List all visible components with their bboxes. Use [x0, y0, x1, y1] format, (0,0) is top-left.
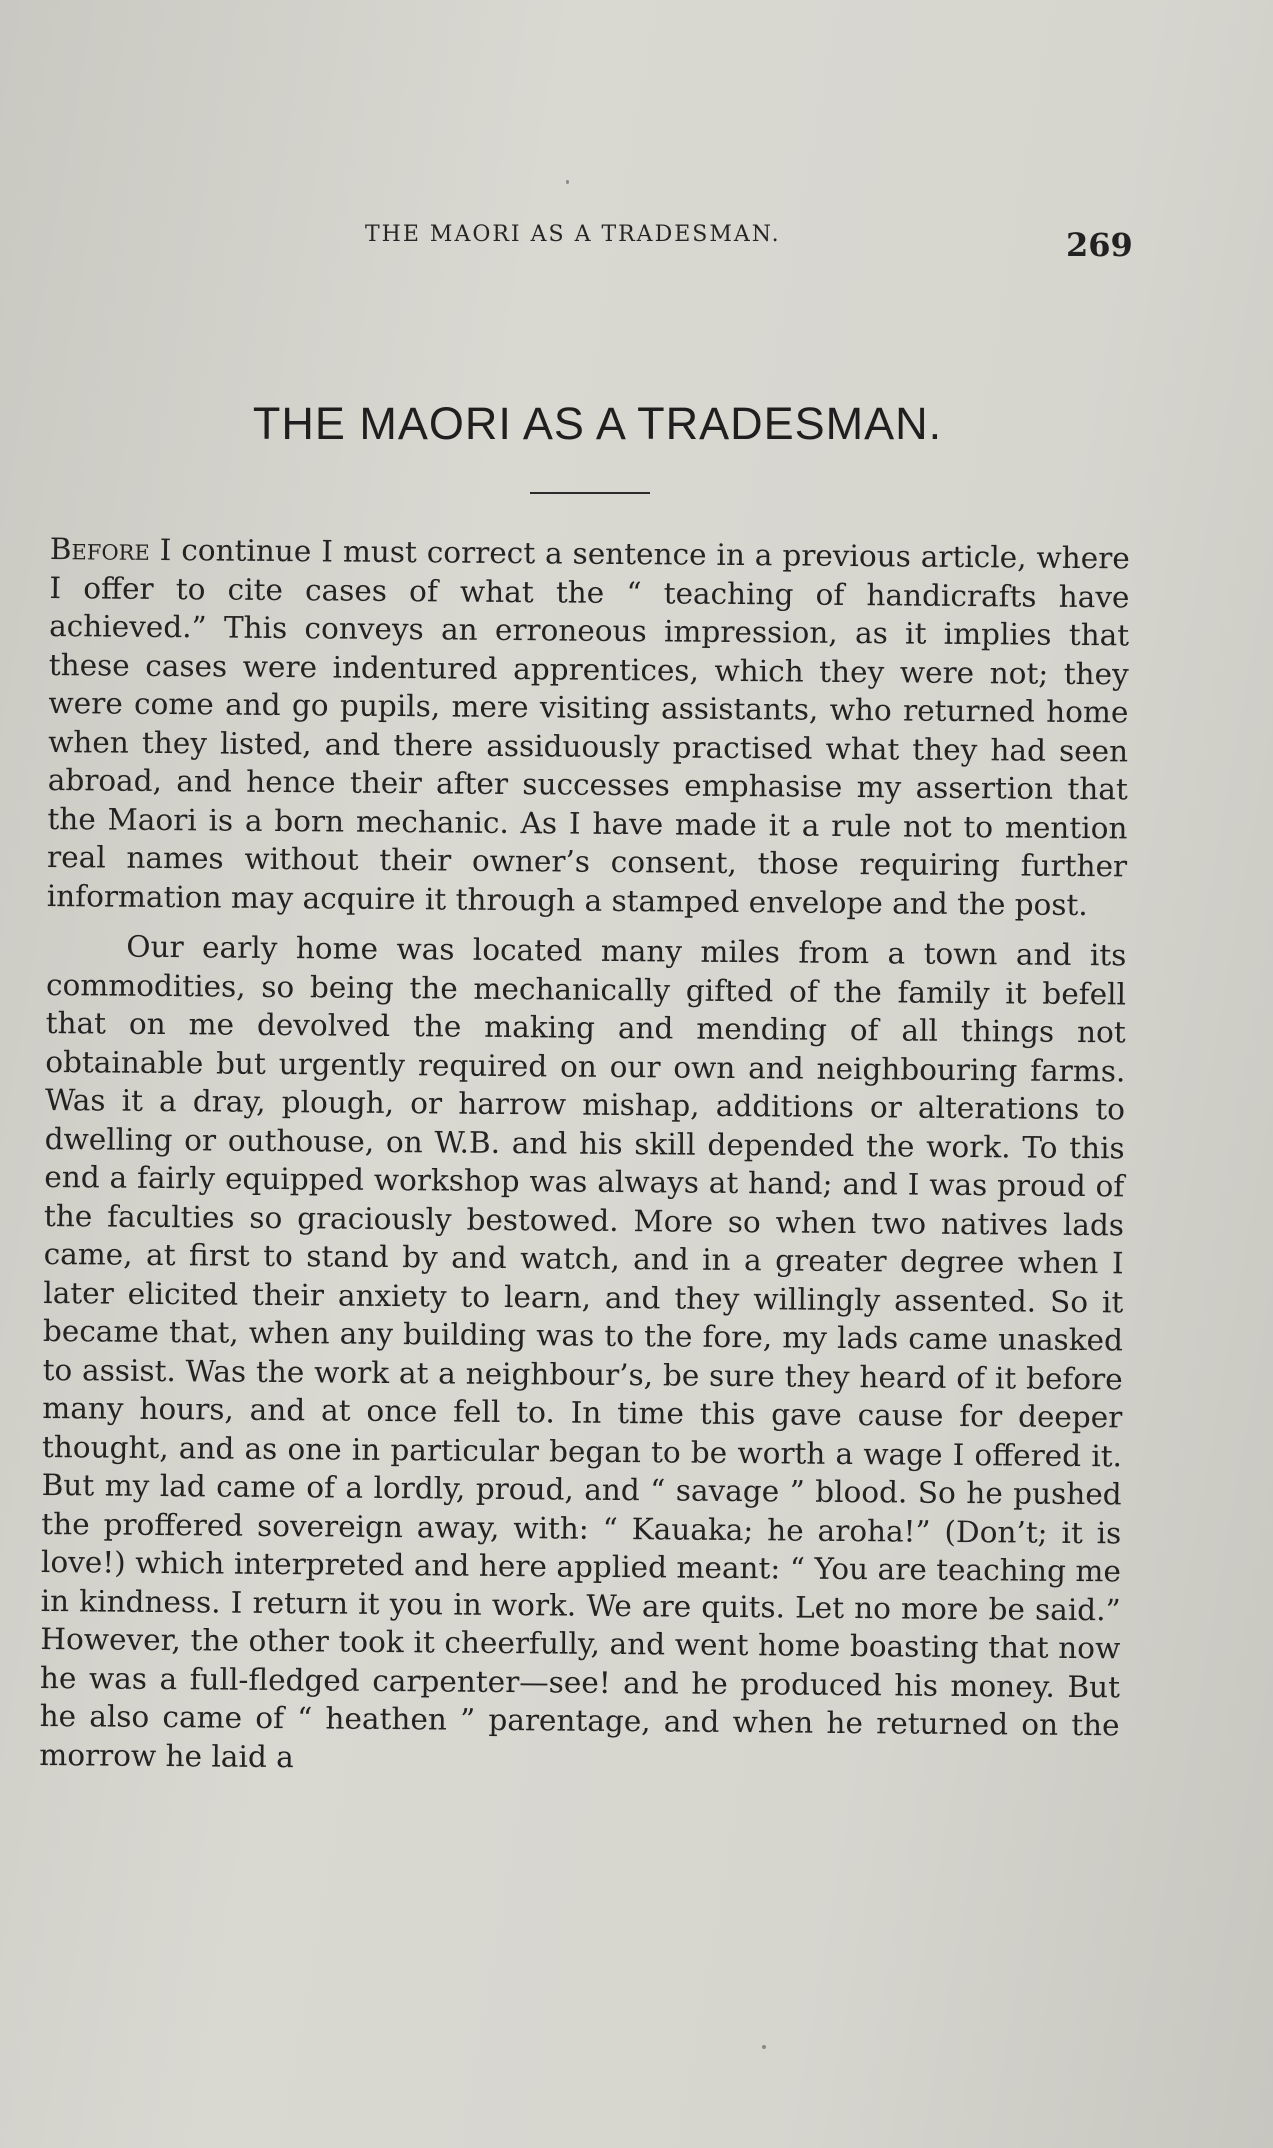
paragraph-lead-word: Before	[49, 531, 150, 567]
page-number: 269	[1066, 226, 1133, 264]
page-speck	[762, 2045, 766, 2049]
running-header: THE MAORI AS A TRADESMAN.	[365, 222, 781, 247]
paragraph-1	[47, 530, 1130, 924]
page-speck	[566, 180, 569, 184]
title-divider	[530, 492, 650, 494]
article-title: THE MAORI AS A TRADESMAN.	[252, 398, 943, 449]
paragraph-2: Our early home was located many miles from a town and its commodities, so being the mechanically gifted of the family it befell that on me devolved the making and mending of all things not obtainable but urgently required on our own and neighbouring farms. Was it a dray, plough, or harrow mishap, additions or alterations to dwelling or outhouse, on W.B. and his skill depended the work. To this end a fairly equipped workshop was always at hand; and I was proud of the faculties so graciously bestowed. More so when two natives lads came, at first to stand by and watch, and in a greater degree when I later elicited their anxiety to learn, and they willingly assented. So it became that, when any building was to the fore, my lads came unasked to assist. Was the work at a neighbour’s, be sure they heard of it before many hours, and at once fell to. In time this gave cause for deeper thought, and as one in particular began to be worth a wage I offered it. But my lad came of a lordly, proud, and “ savage ” blood. So he pushed the proffered sovereign away, with: “ Kauaka; he aroha!” (Don’t; it is love!) which interpreted and here applied meant: “ You are teaching me in kindness. I return it you in work. We are quits. Let no more be said.” However, the other took it cheerfully, and went home boasting that now he was a full-fledged carpenter—see! and he produced his money. But he also came of “ heathen ” parentage, and when he returned on the morrow he laid a	[39, 929, 1127, 1774]
paragraph-1-text: I continue I must correct a sentence in a previous article, where I offer to cite cases of what the “ teaching of handicrafts have achieved.” This conveys an erroneous impression, as it implies that these cases were indentured apprentices, which they were not; they were come and go pupils, mere visiting assistants, who returned home when they listed, and there assiduously practised what they had seen abroad, and hence their after successes emphasise my assertion that the Maori is a born mechanic. As I have made it a rule not to mention real names without their owner’s consent, those requiring further information may acquire it through a stamped envelope and the post.	[46, 532, 1130, 922]
article-body	[39, 530, 1130, 1783]
